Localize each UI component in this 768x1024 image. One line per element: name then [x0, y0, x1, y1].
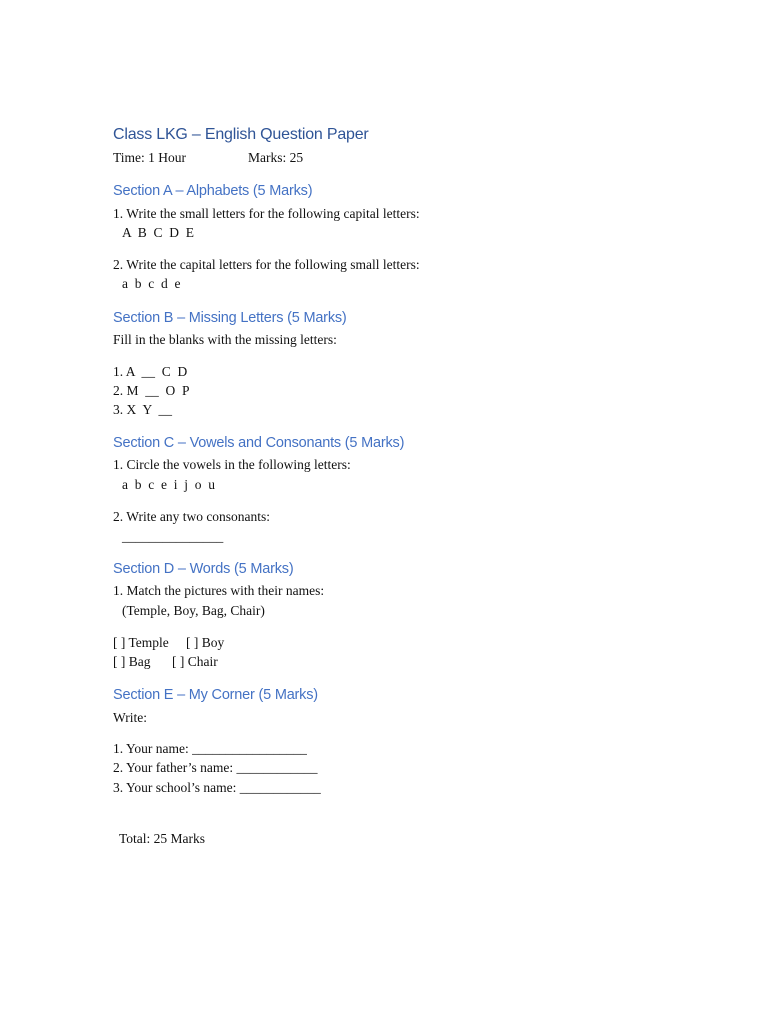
section-d-question-1: 1. Match the pictures with their names: [113, 583, 325, 598]
section-b-item-3: 3. X Y __ [113, 402, 172, 417]
section-b-heading: Section B – Missing Letters (5 Marks) [113, 310, 347, 326]
section-e-item-2: 2. Your father’s name: ____________ [113, 760, 318, 775]
section-c-heading: Section C – Vowels and Consonants (5 Marks) [113, 435, 405, 451]
section-b-instruction: Fill in the blanks with the missing letters: [113, 332, 337, 347]
time-label: Time: 1 Hour [113, 150, 187, 165]
section-c-letters: a b c e i j o u [122, 477, 215, 492]
section-e-item-3: 3. Your school’s name: ____________ [113, 780, 321, 795]
section-e-item-1: 1. Your name: _________________ [113, 741, 307, 756]
section-a-heading: Section A – Alphabets (5 Marks) [113, 183, 313, 199]
section-d-heading: Section D – Words (5 Marks) [113, 561, 294, 577]
section-c-question-1: 1. Circle the vowels in the following letters: [113, 457, 351, 472]
page-title: Class LKG – English Question Paper [113, 126, 369, 143]
checkbox-boy: [ ] Boy [186, 635, 225, 650]
checkbox-chair: [ ] Chair [172, 654, 218, 669]
section-a-question-2: 2. Write the capital letters for the following small letters: [113, 257, 420, 272]
checkbox-temple: [ ] Temple [113, 635, 169, 650]
section-c-answer-blank: _______________ [122, 529, 224, 544]
section-a-small-letters: a b c d e [122, 276, 181, 291]
section-d-options: (Temple, Boy, Bag, Chair) [122, 603, 265, 618]
section-b-item-1: 1. A __ C D [113, 364, 188, 379]
section-c-question-2: 2. Write any two consonants: [113, 509, 271, 524]
section-e-heading: Section E – My Corner (5 Marks) [113, 687, 318, 703]
section-b-item-2: 2. M __ O P [113, 383, 190, 398]
section-e-instruction: Write: [113, 710, 147, 725]
section-a-question-1: 1. Write the small letters for the following capital letters: [113, 206, 420, 221]
marks-label: Marks: 25 [248, 150, 304, 165]
total-marks: Total: 25 Marks [119, 831, 206, 846]
checkbox-bag: [ ] Bag [113, 654, 151, 669]
section-a-capital-letters: A B C D E [122, 225, 195, 240]
